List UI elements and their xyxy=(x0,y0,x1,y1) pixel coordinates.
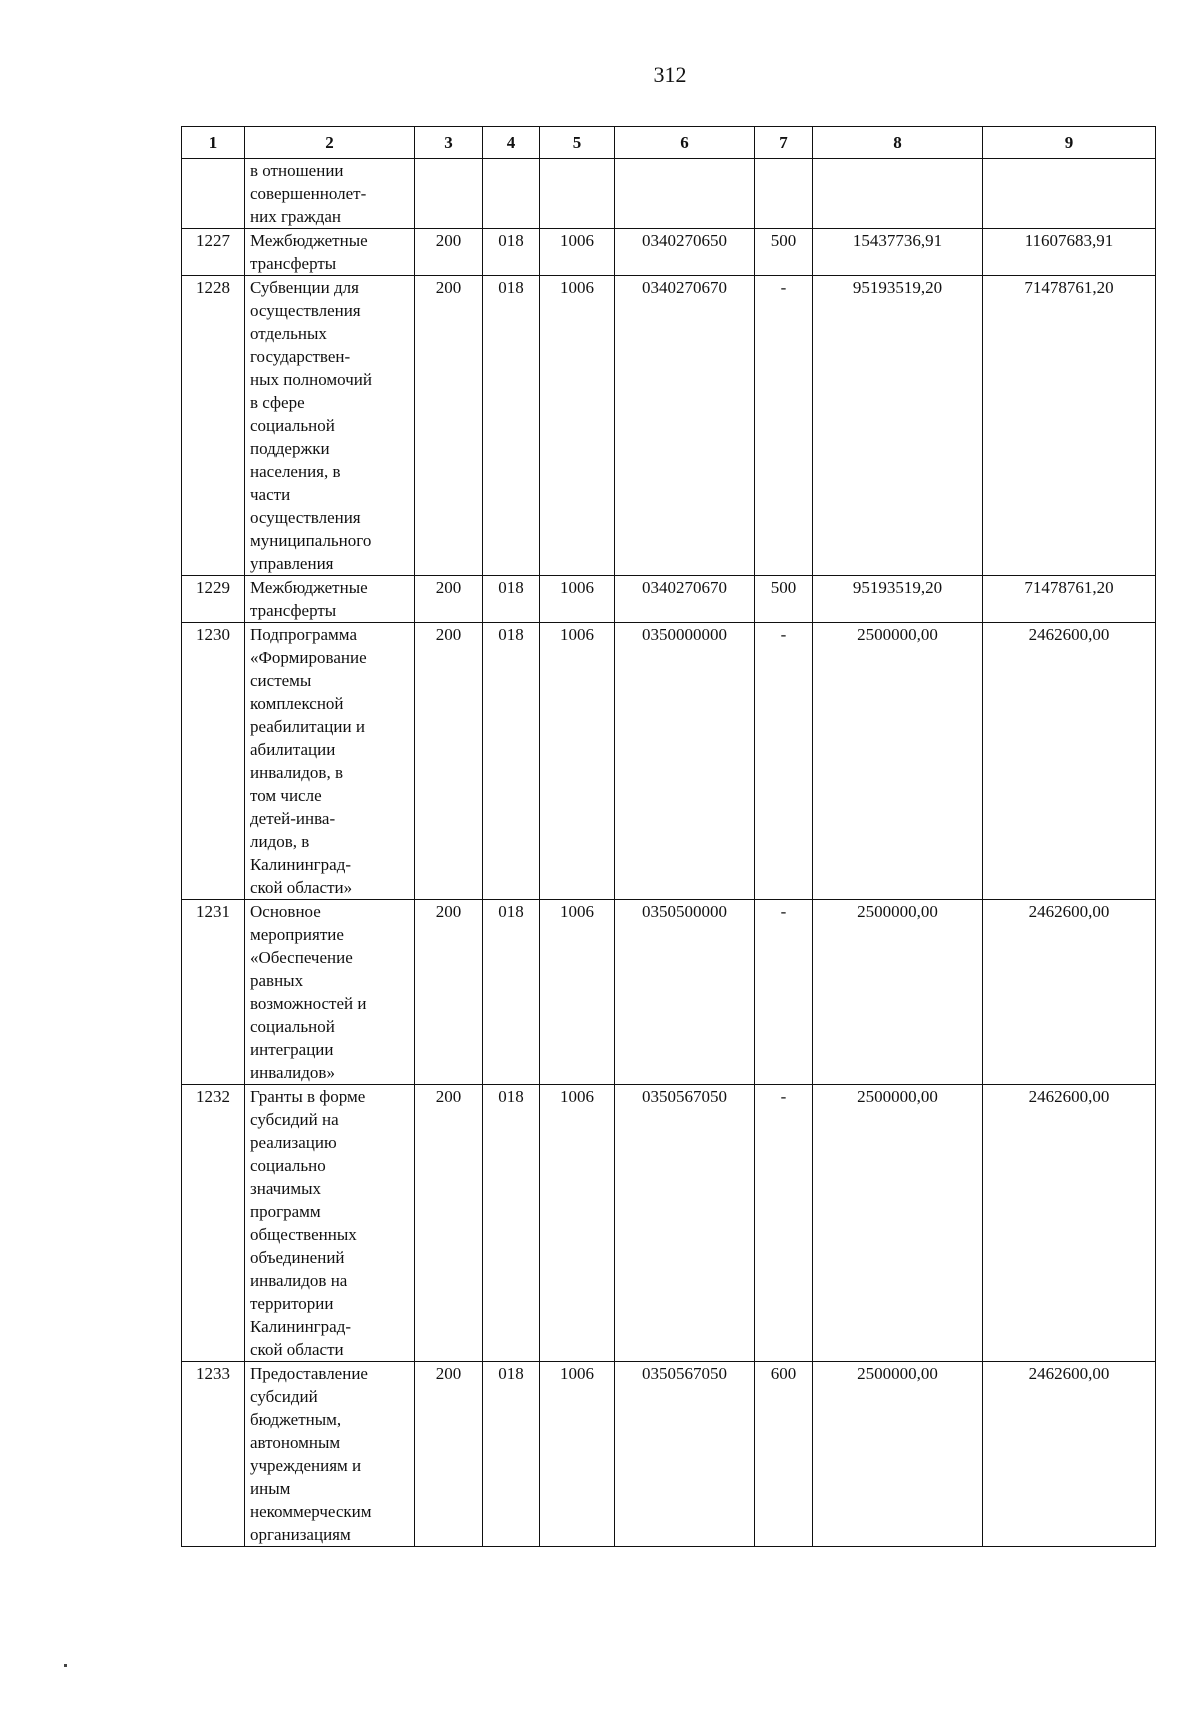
row-name-line: части xyxy=(250,485,291,504)
code-cell-col6: 0350567050 xyxy=(615,1085,755,1362)
amount-cell-col9: 2462600,00 xyxy=(983,623,1156,900)
code-cell-col6: 0350500000 xyxy=(615,900,755,1085)
row-name-line: интеграции xyxy=(250,1040,334,1059)
column-header: 8 xyxy=(813,127,983,159)
table-row xyxy=(182,159,1156,229)
code-cell-col6: 0350567050 xyxy=(615,1362,755,1547)
row-name-line: Межбюджетные xyxy=(250,578,368,597)
row-name-line: автономным xyxy=(250,1433,341,1452)
amount-cell-col9: 2462600,00 xyxy=(983,1085,1156,1362)
row-name-line: Межбюджетные xyxy=(250,231,368,250)
row-name-cell xyxy=(245,623,415,900)
row-name-line: некоммерческим xyxy=(250,1502,372,1521)
row-name-line: социальной xyxy=(250,416,335,435)
row-name-line: том числе xyxy=(250,786,322,805)
amount-cell-col9 xyxy=(983,159,1156,229)
column-header: 7 xyxy=(755,127,813,159)
code-cell-col7: 600 xyxy=(755,1362,813,1547)
row-name-line: учреждениям и xyxy=(250,1456,362,1475)
row-number-cell: 1233 xyxy=(182,1362,245,1547)
code-cell-col4: 018 xyxy=(483,229,540,276)
row-name-line: населения, в xyxy=(250,462,341,481)
code-cell-col7 xyxy=(755,159,813,229)
amount-cell-col8 xyxy=(813,159,983,229)
row-name-line: государствен- xyxy=(250,347,351,366)
code-cell-col6: 0350000000 xyxy=(615,623,755,900)
amount-cell-col8: 95193519,20 xyxy=(813,276,983,576)
row-name-cell xyxy=(245,1362,415,1547)
code-cell-col5: 1006 xyxy=(540,900,615,1085)
amount-cell-col8: 2500000,00 xyxy=(813,1085,983,1362)
row-name-line: общественных xyxy=(250,1225,357,1244)
table-row xyxy=(182,1085,1156,1362)
row-name-line: иным xyxy=(250,1479,291,1498)
row-name-line: трансферты xyxy=(250,254,337,273)
row-name-line: в отношении xyxy=(250,161,344,180)
row-name-line: Гранты в форме xyxy=(250,1087,366,1106)
code-cell-col7: - xyxy=(755,1085,813,1362)
amount-cell-col8: 2500000,00 xyxy=(813,1362,983,1547)
code-cell-col7: 500 xyxy=(755,229,813,276)
row-name-line: Субвенции для xyxy=(250,278,359,297)
row-name-line: Калининград- xyxy=(250,1317,352,1336)
row-name-line: равных xyxy=(250,971,304,990)
code-cell-col3: 200 xyxy=(415,1362,483,1547)
row-name-line: них граждан xyxy=(250,207,342,226)
code-cell-col3: 200 xyxy=(415,623,483,900)
code-cell-col4: 018 xyxy=(483,900,540,1085)
amount-cell-col9: 2462600,00 xyxy=(983,1362,1156,1547)
amount-cell-col9: 11607683,91 xyxy=(983,229,1156,276)
row-name-line: лидов, в xyxy=(250,832,310,851)
code-cell-col5: 1006 xyxy=(540,576,615,623)
row-name-line: инвалидов на xyxy=(250,1271,348,1290)
code-cell-col4: 018 xyxy=(483,1362,540,1547)
row-name-line: реабилитации и xyxy=(250,717,365,736)
row-name-line: системы xyxy=(250,671,312,690)
row-name-line: ской области» xyxy=(250,878,353,897)
row-name-line: отдельных xyxy=(250,324,327,343)
amount-cell-col8: 95193519,20 xyxy=(813,576,983,623)
row-name-line: «Формирование xyxy=(250,648,367,667)
code-cell-col5: 1006 xyxy=(540,276,615,576)
code-cell-col5: 1006 xyxy=(540,229,615,276)
row-name-line: бюджетным, xyxy=(250,1410,342,1429)
amount-cell-col9: 2462600,00 xyxy=(983,900,1156,1085)
row-name-line: субсидий xyxy=(250,1387,318,1406)
code-cell-col6: 0340270670 xyxy=(615,276,755,576)
amount-cell-col8: 15437736,91 xyxy=(813,229,983,276)
code-cell-col5: 1006 xyxy=(540,1362,615,1547)
row-name-line: объединений xyxy=(250,1248,345,1267)
row-name-line: ных полномочий xyxy=(250,370,372,389)
code-cell-col7: - xyxy=(755,276,813,576)
row-name-line: осуществления xyxy=(250,508,361,527)
row-name-line: Основное xyxy=(250,902,321,921)
row-name-line: ской области xyxy=(250,1340,344,1359)
code-cell-col6 xyxy=(615,159,755,229)
row-name-line: осуществления xyxy=(250,301,361,320)
code-cell-col6: 0340270670 xyxy=(615,576,755,623)
row-number-cell xyxy=(182,159,245,229)
table-row xyxy=(182,229,1156,276)
row-name-line: Калининград- xyxy=(250,855,352,874)
code-cell-col3: 200 xyxy=(415,900,483,1085)
code-cell-col3 xyxy=(415,159,483,229)
row-name-line: социально xyxy=(250,1156,326,1175)
row-number-cell: 1229 xyxy=(182,576,245,623)
row-name-line: совершеннолет- xyxy=(250,184,367,203)
code-cell-col4: 018 xyxy=(483,276,540,576)
row-name-cell xyxy=(245,900,415,1085)
code-cell-col6: 0340270650 xyxy=(615,229,755,276)
code-cell-col4: 018 xyxy=(483,576,540,623)
row-name-line: трансферты xyxy=(250,601,337,620)
scan-speck xyxy=(64,1664,67,1667)
row-name-line: реализацию xyxy=(250,1133,337,1152)
row-name-line: Предоставление xyxy=(250,1364,368,1383)
table-row xyxy=(182,276,1156,576)
page-number: 312 xyxy=(653,62,687,87)
row-name-cell xyxy=(245,159,415,229)
row-name-line: инвалидов, в xyxy=(250,763,343,782)
table-row xyxy=(182,1362,1156,1547)
row-name-cell xyxy=(245,1085,415,1362)
row-name-line: инвалидов» xyxy=(250,1063,335,1082)
table-row xyxy=(182,900,1156,1085)
table-row xyxy=(182,576,1156,623)
amount-cell-col8: 2500000,00 xyxy=(813,900,983,1085)
code-cell-col7: 500 xyxy=(755,576,813,623)
table-row xyxy=(182,623,1156,900)
row-name-line: детей-инва- xyxy=(250,809,336,828)
amount-cell-col9: 71478761,20 xyxy=(983,576,1156,623)
code-cell-col3: 200 xyxy=(415,1085,483,1362)
row-name-line: мероприятие xyxy=(250,925,344,944)
column-header: 1 xyxy=(182,127,245,159)
row-name-line: Подпрограмма xyxy=(250,625,357,644)
budget-table xyxy=(181,126,1156,1547)
amount-cell-col9: 71478761,20 xyxy=(983,276,1156,576)
code-cell-col5: 1006 xyxy=(540,1085,615,1362)
row-name-line: поддержки xyxy=(250,439,330,458)
row-name-line: значимых xyxy=(250,1179,322,1198)
row-name-line: организациям xyxy=(250,1525,351,1544)
row-number-cell: 1231 xyxy=(182,900,245,1085)
code-cell-col4: 018 xyxy=(483,1085,540,1362)
table-body xyxy=(182,159,1156,1547)
row-name-line: социальной xyxy=(250,1017,335,1036)
row-number-cell: 1228 xyxy=(182,276,245,576)
code-cell-col4: 018 xyxy=(483,623,540,900)
row-name-line: «Обеспечение xyxy=(250,948,353,967)
row-name-line: субсидий на xyxy=(250,1110,339,1129)
column-header: 2 xyxy=(245,127,415,159)
column-header: 3 xyxy=(415,127,483,159)
row-name-cell xyxy=(245,576,415,623)
row-name-line: комплексной xyxy=(250,694,344,713)
column-header: 9 xyxy=(983,127,1156,159)
row-name-line: в сфере xyxy=(250,393,305,412)
row-name-line: возможностей и xyxy=(250,994,367,1013)
row-name-line: территории xyxy=(250,1294,334,1313)
code-cell-col5: 1006 xyxy=(540,623,615,900)
column-header: 6 xyxy=(615,127,755,159)
column-header: 4 xyxy=(483,127,540,159)
header-row xyxy=(182,127,1156,159)
row-name-cell xyxy=(245,229,415,276)
row-number-cell: 1227 xyxy=(182,229,245,276)
code-cell-col5 xyxy=(540,159,615,229)
row-name-line: программ xyxy=(250,1202,321,1221)
code-cell-col7: - xyxy=(755,900,813,1085)
row-number-cell: 1232 xyxy=(182,1085,245,1362)
amount-cell-col8: 2500000,00 xyxy=(813,623,983,900)
code-cell-col4 xyxy=(483,159,540,229)
row-name-line: абилитации xyxy=(250,740,336,759)
code-cell-col7: - xyxy=(755,623,813,900)
row-name-line: муниципального xyxy=(250,531,372,550)
code-cell-col3: 200 xyxy=(415,229,483,276)
column-header: 5 xyxy=(540,127,615,159)
row-name-line: управления xyxy=(250,554,334,573)
row-name-cell xyxy=(245,276,415,576)
row-number-cell: 1230 xyxy=(182,623,245,900)
code-cell-col3: 200 xyxy=(415,276,483,576)
code-cell-col3: 200 xyxy=(415,576,483,623)
